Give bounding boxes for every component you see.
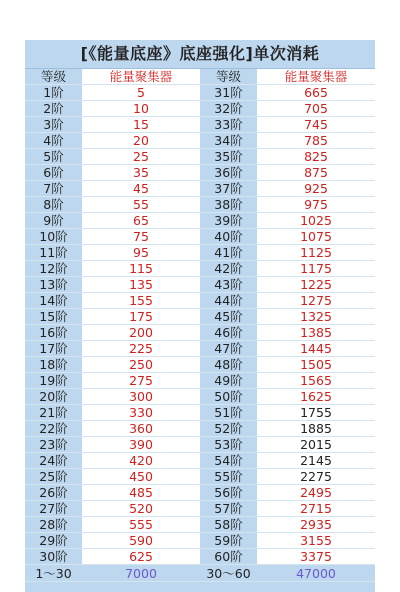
value-cell-right: 875 (257, 165, 375, 181)
tier-cell-right: 40阶 (200, 229, 257, 245)
value-cell-right: 1755 (257, 405, 375, 421)
table-row (25, 549, 375, 565)
table-row (25, 261, 375, 277)
tier-cell-left: 10阶 (25, 229, 82, 245)
cost-table-sheet (25, 40, 375, 592)
tier-cell-left: 25阶 (25, 469, 82, 485)
value-cell-left: 300 (82, 389, 200, 405)
value-cell-left: 555 (82, 517, 200, 533)
tier-cell-right: 58阶 (200, 517, 257, 533)
value-cell-right: 1445 (257, 341, 375, 357)
header-tier-left: 等级 (25, 69, 82, 85)
value-cell-right: 785 (257, 133, 375, 149)
total-range-right: 30～60 (200, 565, 257, 582)
tier-cell-left: 15阶 (25, 309, 82, 325)
table-row (25, 533, 375, 549)
table-row (25, 165, 375, 181)
table-row (25, 325, 375, 341)
tier-cell-right: 36阶 (200, 165, 257, 181)
tier-cell-left: 22阶 (25, 421, 82, 437)
tier-cell-right: 48阶 (200, 357, 257, 373)
tier-cell-right: 35阶 (200, 149, 257, 165)
value-cell-right: 925 (257, 181, 375, 197)
tier-cell-right: 46阶 (200, 325, 257, 341)
value-cell-left: 95 (82, 245, 200, 261)
tier-cell-right: 32阶 (200, 101, 257, 117)
value-cell-left: 55 (82, 197, 200, 213)
tier-cell-left: 12阶 (25, 261, 82, 277)
value-cell-left: 25 (82, 149, 200, 165)
value-cell-left: 115 (82, 261, 200, 277)
tier-cell-left: 8阶 (25, 197, 82, 213)
tier-cell-right: 56阶 (200, 485, 257, 501)
value-cell-right: 2145 (257, 453, 375, 469)
value-cell-right: 3155 (257, 533, 375, 549)
table-row (25, 405, 375, 421)
value-cell-left: 5 (82, 85, 200, 101)
tier-cell-left: 24阶 (25, 453, 82, 469)
table-row (25, 341, 375, 357)
value-cell-right: 2715 (257, 501, 375, 517)
tier-cell-right: 31阶 (200, 85, 257, 101)
header-row (25, 69, 375, 85)
value-cell-right: 1625 (257, 389, 375, 405)
header-value-left: 能量聚集器 (82, 69, 200, 85)
tier-cell-right: 43阶 (200, 277, 257, 293)
table-row (25, 101, 375, 117)
value-cell-right: 1885 (257, 421, 375, 437)
tier-cell-left: 6阶 (25, 165, 82, 181)
tier-cell-left: 14阶 (25, 293, 82, 309)
tier-cell-left: 16阶 (25, 325, 82, 341)
value-cell-right: 1225 (257, 277, 375, 293)
value-cell-left: 360 (82, 421, 200, 437)
table-row (25, 181, 375, 197)
value-cell-left: 590 (82, 533, 200, 549)
tier-cell-left: 21阶 (25, 405, 82, 421)
value-cell-right: 1175 (257, 261, 375, 277)
total-sum-right: 47000 (257, 565, 375, 582)
value-cell-left: 35 (82, 165, 200, 181)
tier-cell-right: 42阶 (200, 261, 257, 277)
table-row (25, 389, 375, 405)
tier-cell-right: 47阶 (200, 341, 257, 357)
tier-cell-left: 9阶 (25, 213, 82, 229)
value-cell-right: 1025 (257, 213, 375, 229)
table-title: [《能量底座》底座强化]单次消耗 (25, 40, 375, 69)
value-cell-left: 200 (82, 325, 200, 341)
value-cell-left: 390 (82, 437, 200, 453)
tier-cell-right: 57阶 (200, 501, 257, 517)
tier-cell-left: 11阶 (25, 245, 82, 261)
tier-cell-right: 38阶 (200, 197, 257, 213)
tier-cell-left: 3阶 (25, 117, 82, 133)
tier-cell-right: 45阶 (200, 309, 257, 325)
table-row (25, 117, 375, 133)
tier-cell-right: 50阶 (200, 389, 257, 405)
value-cell-right: 2015 (257, 437, 375, 453)
table-row (25, 357, 375, 373)
value-cell-left: 75 (82, 229, 200, 245)
table-row (25, 485, 375, 501)
value-cell-right: 745 (257, 117, 375, 133)
value-cell-left: 420 (82, 453, 200, 469)
cost-table-body (25, 69, 375, 582)
tier-cell-left: 4阶 (25, 133, 82, 149)
value-cell-left: 175 (82, 309, 200, 325)
table-row (25, 229, 375, 245)
value-cell-right: 705 (257, 101, 375, 117)
value-cell-left: 330 (82, 405, 200, 421)
value-cell-left: 625 (82, 549, 200, 565)
total-sum-left: 7000 (82, 565, 200, 582)
value-cell-right: 2495 (257, 485, 375, 501)
value-cell-left: 135 (82, 277, 200, 293)
value-cell-right: 1125 (257, 245, 375, 261)
table-row (25, 373, 375, 389)
header-tier-right: 等级 (200, 69, 257, 85)
tier-cell-right: 54阶 (200, 453, 257, 469)
total-range-left: 1～30 (25, 565, 82, 582)
table-row (25, 245, 375, 261)
value-cell-right: 3375 (257, 549, 375, 565)
tier-cell-left: 30阶 (25, 549, 82, 565)
value-cell-left: 10 (82, 101, 200, 117)
value-cell-left: 15 (82, 117, 200, 133)
value-cell-left: 45 (82, 181, 200, 197)
value-cell-right: 1325 (257, 309, 375, 325)
table-row (25, 501, 375, 517)
tier-cell-left: 13阶 (25, 277, 82, 293)
value-cell-left: 20 (82, 133, 200, 149)
header-value-right: 能量聚集器 (257, 69, 375, 85)
tier-cell-right: 41阶 (200, 245, 257, 261)
value-cell-right: 2935 (257, 517, 375, 533)
tier-cell-left: 5阶 (25, 149, 82, 165)
table-row (25, 469, 375, 485)
table-row (25, 85, 375, 101)
table-row (25, 133, 375, 149)
tier-cell-left: 26阶 (25, 485, 82, 501)
tier-cell-right: 59阶 (200, 533, 257, 549)
tier-cell-right: 34阶 (200, 133, 257, 149)
table-row (25, 197, 375, 213)
tier-cell-right: 44阶 (200, 293, 257, 309)
tier-cell-left: 7阶 (25, 181, 82, 197)
table-row (25, 453, 375, 469)
value-cell-left: 520 (82, 501, 200, 517)
value-cell-left: 65 (82, 213, 200, 229)
table-row (25, 149, 375, 165)
table-row (25, 437, 375, 453)
tier-cell-left: 27阶 (25, 501, 82, 517)
tier-cell-left: 18阶 (25, 357, 82, 373)
value-cell-left: 275 (82, 373, 200, 389)
value-cell-right: 975 (257, 197, 375, 213)
table-footer (25, 582, 375, 592)
value-cell-right: 1075 (257, 229, 375, 245)
cost-table (25, 69, 375, 582)
tier-cell-left: 29阶 (25, 533, 82, 549)
value-cell-right: 1505 (257, 357, 375, 373)
tier-cell-left: 17阶 (25, 341, 82, 357)
tier-cell-left: 19阶 (25, 373, 82, 389)
table-row (25, 293, 375, 309)
tier-cell-right: 49阶 (200, 373, 257, 389)
tier-cell-right: 53阶 (200, 437, 257, 453)
value-cell-left: 250 (82, 357, 200, 373)
table-row (25, 277, 375, 293)
table-row (25, 213, 375, 229)
tier-cell-right: 52阶 (200, 421, 257, 437)
tier-cell-left: 1阶 (25, 85, 82, 101)
value-cell-left: 155 (82, 293, 200, 309)
table-row (25, 309, 375, 325)
table-row (25, 421, 375, 437)
tier-cell-right: 39阶 (200, 213, 257, 229)
value-cell-right: 1565 (257, 373, 375, 389)
totals-row (25, 565, 375, 582)
value-cell-right: 2275 (257, 469, 375, 485)
table-row (25, 517, 375, 533)
value-cell-right: 665 (257, 85, 375, 101)
value-cell-right: 1275 (257, 293, 375, 309)
tier-cell-right: 37阶 (200, 181, 257, 197)
value-cell-left: 225 (82, 341, 200, 357)
tier-cell-right: 51阶 (200, 405, 257, 421)
value-cell-right: 825 (257, 149, 375, 165)
tier-cell-right: 33阶 (200, 117, 257, 133)
value-cell-left: 450 (82, 469, 200, 485)
tier-cell-left: 28阶 (25, 517, 82, 533)
tier-cell-right: 60阶 (200, 549, 257, 565)
value-cell-left: 485 (82, 485, 200, 501)
tier-cell-left: 20阶 (25, 389, 82, 405)
value-cell-right: 1385 (257, 325, 375, 341)
tier-cell-right: 55阶 (200, 469, 257, 485)
tier-cell-left: 23阶 (25, 437, 82, 453)
tier-cell-left: 2阶 (25, 101, 82, 117)
